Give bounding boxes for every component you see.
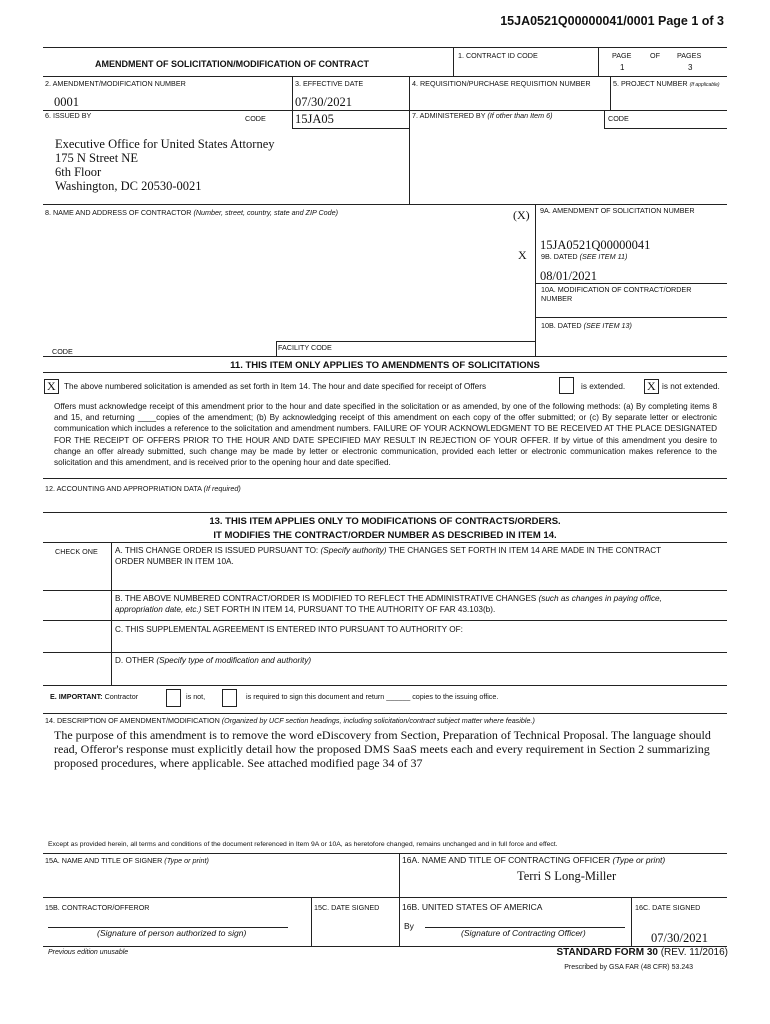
s13d-text: D. OTHER <box>115 656 157 665</box>
s13-option-d <box>115 655 311 666</box>
effective-date-label: 3. EFFECTIVE DATE <box>295 79 364 88</box>
important-label-bold: E. IMPORTANT: <box>50 692 103 701</box>
officer-name-sub: (Type or print) <box>612 855 666 865</box>
s13b-text: B. THE ABOVE NUMBERED CONTRACT/ORDER IS MODIFIED TO REFLECT THE ADMINISTRATIVE CHANGES <box>115 594 539 603</box>
administered-by-label <box>412 111 552 120</box>
contractor-offeror-label: 15B. CONTRACTOR/OFFEROR <box>45 903 150 912</box>
facility-code-label: FACILITY CODE <box>278 343 332 352</box>
accounting-label-text: 12. ACCOUNTING AND APPROPRIATION DATA <box>45 484 202 493</box>
by-label: By <box>404 921 414 931</box>
standard-form-id <box>556 947 728 958</box>
page-value: 1 <box>620 63 625 72</box>
description-label <box>45 716 535 725</box>
officer-name-value: Terri S Long-Miller <box>517 869 617 883</box>
officer-name-label-text: 16A. NAME AND TITLE OF CONTRACTING OFFICER <box>402 855 611 865</box>
issuer-line-4: Washington, DC 20530-0021 <box>55 179 202 193</box>
s13a-text-end: THE CHANGES SET FORTH IN ITEM 14 ARE MADE IN THE CONTRACT <box>386 546 662 555</box>
s13-option-c: C. THIS SUPPLEMENTAL AGREEMENT IS ENTERED INTO PURSUANT TO AUTHORITY OF: <box>115 625 463 634</box>
solicitation-number-label: 9A. AMENDMENT OF SOLICITATION NUMBER <box>540 206 695 215</box>
s11-not-extended-label: is not extended. <box>662 382 720 391</box>
signer-name-label <box>45 856 209 865</box>
issuer-line-3: 6th Floor <box>55 165 102 179</box>
dated-9b-label-text: 9B. DATED <box>541 252 578 261</box>
issuer-line-1: Executive Office for United States Attorney <box>55 137 275 151</box>
s13a-authority: (Specify authority) <box>320 546 387 555</box>
description-label-text: 14. DESCRIPTION OF AMENDMENT/MODIFICATION <box>45 716 220 725</box>
administered-by-label-text: 7. ADMINISTERED BY <box>412 111 486 120</box>
officer-signature-line: (Signature of Contracting Officer) <box>461 928 586 938</box>
dated-10b-sub: (SEE ITEM 13) <box>583 321 632 330</box>
standard-form-rev: (REV. 11/2016) <box>657 947 728 958</box>
project-number-label <box>613 79 720 90</box>
dated-9b-label <box>541 252 627 261</box>
requisition-number-label: 4. REQUISITION/PURCHASE REQUISITION NUMBER <box>412 79 591 88</box>
important-label <box>50 692 138 701</box>
issued-by-code-value: 15JA05 <box>295 112 334 126</box>
accounting-label <box>45 484 241 493</box>
officer-date-label: 16C. DATE SIGNED <box>635 903 701 912</box>
s13d-note: (Specify type of modification and authority) <box>156 656 312 665</box>
contract-id-label: 1. CONTRACT ID CODE <box>458 51 538 60</box>
s11-text: The above numbered solicitation is amended as set forth in Item 14. The hour and date specified for receipt of Offers <box>64 382 487 391</box>
signer-name-sub: (Type or print) <box>164 856 209 865</box>
officer-date-value: 07/30/2021 <box>651 931 708 945</box>
section-13-title-2: IT MODIFIES THE CONTRACT/ORDER NUMBER AS DESCRIBED IN ITEM 14. <box>213 530 557 541</box>
amendment-number-value: 0001 <box>54 95 79 109</box>
usa-label: 16B. UNITED STATES OF AMERICA <box>402 902 543 912</box>
previous-edition-note: Previous edition unusable <box>48 949 129 956</box>
solicitation-number-value: 15JA0521Q00000041 <box>540 238 651 252</box>
s11-extended-label: is extended. <box>581 382 626 391</box>
contractor-address-label-text: 8. NAME AND ADDRESS OF CONTRACTOR <box>45 208 192 217</box>
pages-label: PAGES <box>677 51 702 60</box>
officer-name-label <box>402 856 665 865</box>
issued-by-label: 6. ISSUED BY <box>45 111 92 120</box>
x-column-header: (X) <box>513 208 530 222</box>
contractor-signature-line: (Signature of person authorized to sign) <box>97 928 247 938</box>
dated-10b-label <box>541 321 632 330</box>
page-label: PAGE <box>612 51 632 60</box>
page-reference: 15JA0521Q00000041/0001 Page 1 of 3 <box>500 14 724 28</box>
s13b-text-2: SET FORTH IN ITEM 14, PURSUANT TO THE AUTHORITY OF FAR 43.103(b). <box>201 605 496 615</box>
check-one-label: CHECK ONE <box>55 547 98 556</box>
form-title: AMENDMENT OF SOLICITATION/MODIFICATION OF CONTRACT <box>95 59 369 69</box>
administered-code-label: CODE <box>608 114 629 123</box>
dated-9b-sub: (SEE ITEM 11) <box>579 252 628 261</box>
signer-name-label-text: 15A. NAME AND TITLE OF SIGNER <box>45 856 163 865</box>
dated-9b-value: 08/01/2021 <box>540 269 597 283</box>
contractor-code-label: CODE <box>52 347 73 356</box>
dated-10b-label-text: 10B. DATED <box>541 321 582 330</box>
pages-value: 3 <box>688 63 693 72</box>
s13a-text-2: ORDER NUMBER IN ITEM 10A. <box>115 557 234 567</box>
prescribed-by: Prescribed by GSA FAR (48 CFR) 53.243 <box>564 964 693 971</box>
of-label: OF <box>650 51 660 60</box>
contractor-date-label: 15C. DATE SIGNED <box>314 903 380 912</box>
s13-option-b <box>115 593 662 615</box>
important-contractor: Contractor <box>104 692 139 701</box>
except-clause: Except as provided herein, all terms and conditions of the document referenced in Item 9A or 10A, as heretofore changed, remains unchanged and in full force and effect. <box>48 841 558 848</box>
modification-number-label-2: NUMBER <box>541 294 573 303</box>
administered-by-sub: (If other than Item 6) <box>487 111 553 120</box>
s13b-note: (such as changes in paying office, <box>538 594 662 603</box>
contractor-address-label <box>45 208 338 217</box>
s13-option-a <box>115 545 661 567</box>
s11-check-mark-1: X <box>47 379 56 393</box>
s13b-note-2: appropriation date, etc.) <box>115 605 202 615</box>
issuer-line-2: 175 N Street NE <box>55 151 138 165</box>
important-isnot-label: is not, <box>186 692 206 701</box>
x-mark-9a: X <box>518 248 527 262</box>
modification-number-label-1: 10A. MODIFICATION OF CONTRACT/ORDER <box>541 285 692 294</box>
s11-checkbox-extended[interactable] <box>559 377 574 394</box>
accounting-sub: (If required) <box>203 484 241 493</box>
description-text: The purpose of this amendment is to remove the word eDiscovery from Section, Preparation of Technical Proposal. The language should read, Offeror's response must explicitly detail how the proposed DMS SaaS meets each and every requirement in Section 2 summarizing proposed procedures, where applicable. See attached modified page 34 of 37 <box>54 728 711 770</box>
project-number-sub: (If applicable) <box>689 82 720 88</box>
description-sub: (Organized by UCF section headings, including solicitation/contract subject matter where feasible.) <box>221 716 535 725</box>
s11-check-mark-2: X <box>647 379 656 393</box>
s13a-text: A. THIS CHANGE ORDER IS ISSUED PURSUANT TO: <box>115 546 321 555</box>
important-is-label: is required to sign this document and return ______ copies to the issuing office. <box>246 692 499 701</box>
contractor-address-sub: (Number, street, country, state and ZIP Code) <box>193 208 339 217</box>
section-11-title: 11. THIS ITEM ONLY APPLIES TO AMENDMENTS OF SOLICITATIONS <box>230 360 540 371</box>
s11-paragraph: Offers must acknowledge receipt of this amendment prior to the hour and date specified in the solicitation or as amended, by one of the following methods: (a) By completing items 8 and 15, and returning ____copies of the amendment; (b) By acknowledging receipt of this amendment on each copy of the offer submitted; or (c) By separate letter or electronic communication which includes a reference to the solicitation and amendment numbers. FAILURE OF YOUR ACKNOWLEDGMENT TO BE RECEIVED AT THE PLACE DESIGNATED FOR THE RECEIPT OF OFFERS PRIOR TO THE HOUR AND DATE SPECIFIED MAY RESULT IN REJECTION OF YOUR OFFER. If by virtue of this amendment you desire to change an offer already submitted, such change may be made by letter or electronic communication, provided each letter or electronic communication makes reference to the solicitation and this amendment, and is received prior to the opening hour and date specified. <box>54 402 717 468</box>
project-number-label-text: 5. PROJECT NUMBER <box>613 79 688 88</box>
issued-by-code-label: CODE <box>245 114 266 123</box>
standard-form-bold: STANDARD FORM 30 <box>556 947 658 958</box>
amendment-number-label: 2. AMENDMENT/MODIFICATION NUMBER <box>45 79 186 88</box>
important-checkbox-is[interactable] <box>222 689 237 707</box>
effective-date-value: 07/30/2021 <box>295 95 352 109</box>
important-checkbox-isnot[interactable] <box>166 689 181 707</box>
section-13-title-1: 13. THIS ITEM APPLIES ONLY TO MODIFICATIONS OF CONTRACTS/ORDERS. <box>209 516 561 527</box>
